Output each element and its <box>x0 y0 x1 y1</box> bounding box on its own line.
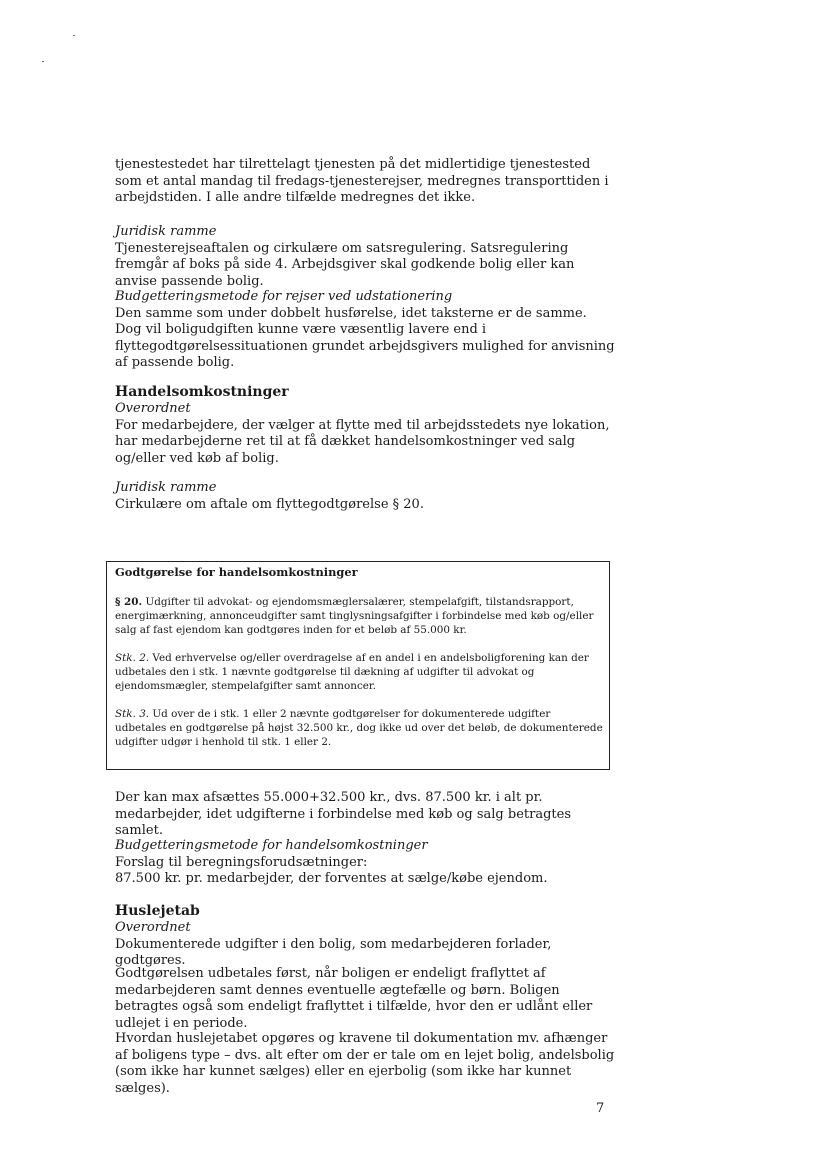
box-paragraph-1-lead: § 20. <box>115 596 143 608</box>
godtgoerelse-box <box>106 561 610 770</box>
handel-section <box>115 384 615 467</box>
juridisk-ramme-section-2 <box>115 480 615 513</box>
intro-paragraph: tjenestestedet har tilrettelagt tjenesten på det midlertidige tjenestested som et antal mandag til fredags-tjenesterejser, medregnes transporttiden i arbejdstiden. I alle andre tilfælde medregnes det ikke. <box>115 157 609 206</box>
husleje-title: Huslejetab <box>115 903 200 919</box>
box-paragraph-3-text: Ud over de i stk. 1 eller 2 nævnte godtgørelser for dokumenterede udgifter udbetales en godtgørelse på højst 32.500 kr., dog ikke ud over det beløb, de dokumenterede udgifter udgør i henhold til stk. 1 eller 2. <box>115 708 603 748</box>
after-box-section <box>115 790 615 840</box>
budget-section-1 <box>115 289 615 372</box>
husleje-text-3: Hvordan huslejetabet opgøres og kravene til dokumentation mv. afhænger af boligens type – dvs. alt efter om der er tale om en lejet bolig, andelsbolig (som ikke har kunnet sælges) eller en ejerbolig (som ikke har kunnet sælges). <box>115 1031 615 1096</box>
intro-section <box>115 157 615 207</box>
juridisk-ramme-heading-2: Juridisk ramme <box>115 480 217 495</box>
husleje-text-2-section <box>115 966 615 1032</box>
box-paragraph-3-lead: Stk. 3. <box>115 708 150 720</box>
budget-heading-2: Budgetteringsmetode for handelsomkostninger <box>115 838 428 853</box>
page-number: 7 <box>596 1101 605 1116</box>
scan-speck <box>42 61 44 62</box>
handel-text: For medarbejdere, der vælger at flytte med til arbejdsstedets nye lokation, har medarbejderne ret til at få dækket handelsomkostninger ved salg og/eller ved køb af bolig. <box>115 417 610 466</box>
husleje-text-2: Godtgørelsen udbetales først, når boligen er endeligt fraflyttet af medarbejderen samt dennes eventuelle ægtefælle og børn. Boligen betragtes også som endeligt fraflyttet i tilfælde, hvor den er udlånt eller udlejet i en periode. <box>115 966 593 1031</box>
box-paragraph-1 <box>115 595 603 637</box>
box-paragraph-3 <box>115 707 603 749</box>
juridisk-ramme-text-2: Cirkulære om aftale om flyttegodtgørelse § 20. <box>115 496 424 512</box>
husleje-text-1: Dokumenterede udgifter i den bolig, som medarbejderen forlader, godtgøres. <box>115 936 552 969</box>
juridisk-ramme-text-1: Tjenesterejseaftalen og cirkulære om satsregulering. Satsregulering fremgår af boks på side 4. Arbejdsgiver skal godkende bolig eller kan anvise passende bolig. <box>115 240 575 289</box>
handel-subtitle: Overordnet <box>115 401 191 416</box>
budget-line-2: 87.500 kr. pr. medarbejder, der forventes at sælge/købe ejendom. <box>115 871 548 887</box>
box-paragraph-1-text: Udgifter til advokat- og ejendomsmæglersalærer, stempelafgift, tilstandsrapport, energimærkning, annonceudgifter samt tinglysningsafgifter i forbindelse med køb og/eller salg af fast ejendom kan godtgøres inden for et beløb af 55.000 kr. <box>115 596 594 636</box>
box-paragraph-2-lead: Stk. 2. <box>115 652 150 664</box>
scan-speck <box>73 35 75 36</box>
box-title: Godtgørelse for handelsomkostninger <box>115 565 358 579</box>
budget-section-2 <box>115 838 615 888</box>
box-paragraph-2 <box>115 651 603 693</box>
handel-title: Handelsomkostninger <box>115 384 289 400</box>
budget-line-1: Forslag til beregningsforudsætninger: <box>115 854 368 870</box>
budget-text-1: Den samme som under dobbelt husførelse, idet taksterne er de samme. Dog vil boligudgiften kunne være væsentlig lavere end i flyttegodtgørelsessituationen grundet arbejdsgivers mulighed for anvisning af passende bolig. <box>115 305 615 371</box>
husleje-subtitle: Overordnet <box>115 920 191 935</box>
juridisk-ramme-heading-1: Juridisk ramme <box>115 224 217 239</box>
husleje-section <box>115 903 615 970</box>
husleje-text-3-section <box>115 1031 615 1097</box>
after-box-text: Der kan max afsættes 55.000+32.500 kr., dvs. 87.500 kr. i alt pr. medarbejder, idet udgifterne i forbindelse med køb og salg betragtes samlet. <box>115 790 571 839</box>
budget-heading-1: Budgetteringsmetode for rejser ved udstationering <box>115 289 453 304</box>
juridisk-ramme-section-1 <box>115 224 615 290</box>
box-paragraph-2-text: Ved erhvervelse og/eller overdragelse af en andel i en andelsboligforening kan der udbetales den i stk. 1 nævnte godtgørelse til dækning af udgifter til advokat og ejendomsmægler, stempelafgifter samt annoncer. <box>115 652 589 692</box>
